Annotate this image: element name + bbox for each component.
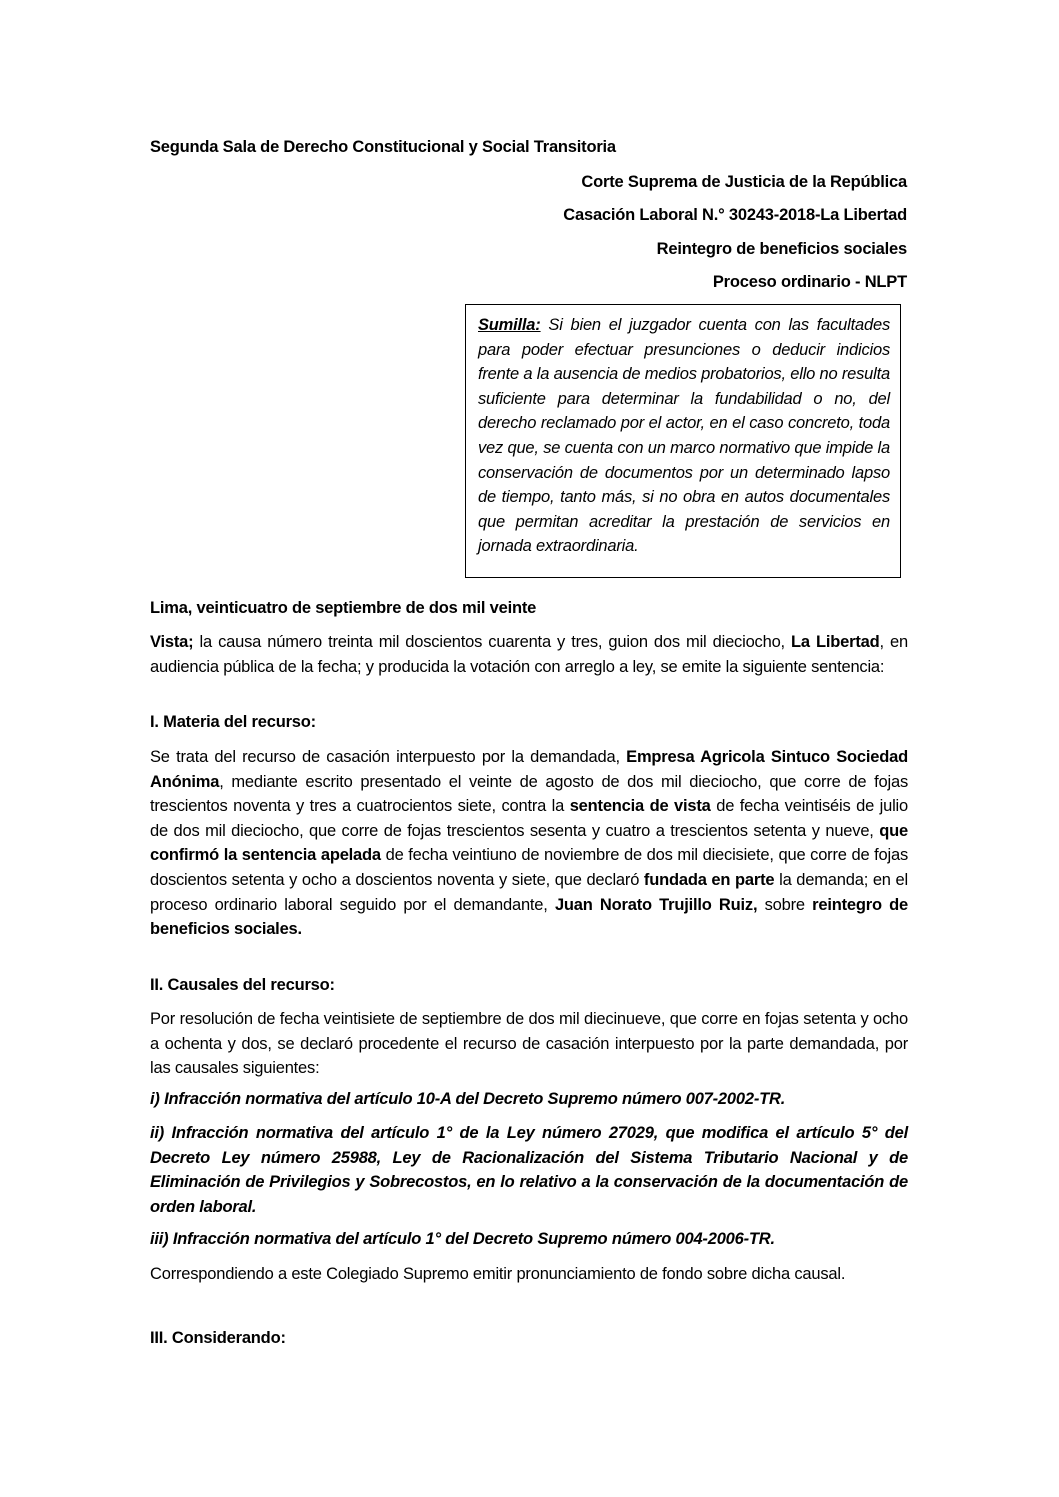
s1-text-2: , mediante escrito presentado el veinte de agosto de dos mil dieciocho, que corre de fojas trescientos noventa y tres a cuatrocientos siete, contra la <box>150 772 908 816</box>
s1-demandante: Juan Norato Trujillo Ruiz, <box>554 895 758 914</box>
sumilla-box <box>465 304 901 578</box>
s1-text-5: la demanda; en el proceso ordinario laboral seguido por el demandante, <box>150 870 908 914</box>
section-2-closing: Correspondiendo a este Colegiado Supremo emitir pronunciamiento de fondo sobre dicha causal. <box>150 1265 846 1283</box>
vista-text-2: , en audiencia pública de la fecha; y producida la votación con arreglo a ley, se emite la siguiente sentencia: <box>150 633 908 676</box>
s1-fundada: fundada en parte <box>643 870 775 889</box>
vista-text-1: la causa número treinta mil doscientos cuarenta y tres, guion dos mil dieciocho, <box>193 633 792 651</box>
vista-lugar: La Libertad <box>791 633 880 651</box>
sala-heading: Segunda Sala de Derecho Constitucional y Social Transitoria <box>150 138 616 156</box>
vista-label: Vista; <box>150 633 194 651</box>
casacion-number: Casación Laboral N.° 30243-2018-La Libertad <box>563 206 907 224</box>
proceso-heading: Proceso ordinario - NLPT <box>712 273 907 291</box>
s1-text-4: de fecha veintiuno de noviembre de dos mil diecisiete, que corre de fojas doscientos setenta y ocho a doscientos noventa y siete, que declaró <box>150 846 908 889</box>
section-1-heading: I. Materia del recurso: <box>150 713 316 731</box>
causal-2: ii) Infracción normativa del artículo 1° de la Ley número 27029, que modifica el artículo 5° del Decreto Ley número 25988, Ley de Racionalización del Sistema Tributario Nacional y de Eliminación de Privilegios y Sobrecostos, en lo relativo a la conservación de la documentación de orden laboral. <box>150 1124 908 1216</box>
s1-reintegro: reintegro de beneficios sociales. <box>150 895 909 939</box>
causal-3: iii) Infracción normativa del artículo 1° del Decreto Supremo número 004-2006-TR. <box>150 1230 775 1248</box>
causal-1: i) Infracción normativa del artículo 10-A del Decreto Supremo número 007-2002-TR. <box>150 1090 786 1108</box>
s1-text-6: sobre <box>757 895 813 914</box>
s1-text-3: de fecha veintiséis de julio de dos mil dieciocho, que corre de fojas trescientos sesenta y cuatro a trescientos setenta y nueve, <box>150 797 909 840</box>
vista-paragraph <box>150 630 908 679</box>
section-2-heading: II. Causales del recurso: <box>150 976 335 994</box>
s1-sentencia-vista: sentencia de vista <box>569 797 711 816</box>
fecha-line: Lima, veinticuatro de septiembre de dos mil veinte <box>150 599 537 617</box>
materia-heading: Reintegro de beneficios sociales <box>656 240 907 258</box>
sumilla-label: Sumilla: <box>478 316 541 334</box>
section-2-intro: Por resolución de fecha veintisiete de septiembre de dos mil diecinueve, que corre en fojas setenta y ocho a ochenta y dos, se declaró procedente el recurso de casación interpuesto por la parte demandada, por las causales siguientes: <box>150 1010 908 1078</box>
s1-text-1: Se trata del recurso de casación interpuesto por la demandada, <box>150 748 627 766</box>
section-3-heading: III. Considerando: <box>150 1329 286 1347</box>
s1-empresa: Empresa Agricola Sintuco Sociedad Anónima <box>150 748 908 791</box>
section-1-paragraph <box>150 745 908 942</box>
sumilla-text: Si bien el juzgador cuenta con las facultades para poder efectuar presunciones o deducir indicios frente a la ausencia de medios probatorios, ello no resulta suficiente para determinar la fundabilidad o no, del derecho reclamado por el actor, en el caso concreto, toda vez que, se cuenta con un marco normativo que impide la conservación de documentos por un determinado lapso de tiempo, tanto más, si no obra en autos documentales que permitan acreditar la prestación de servicios en jornada extraordinaria. <box>478 316 890 556</box>
s1-confirmo: que confirmó la sentencia apelada <box>150 821 908 865</box>
corte-heading: Corte Suprema de Justicia de la República <box>581 173 907 191</box>
